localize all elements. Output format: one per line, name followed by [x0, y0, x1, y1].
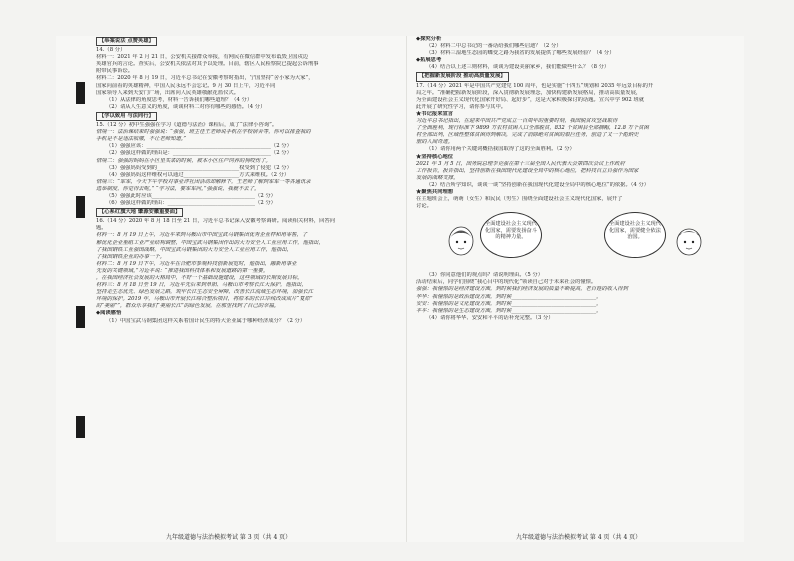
text-line: （3）你同意他们的观点吗？请说明理由。（5 分） — [426, 272, 544, 279]
section-heading: 【学以致用 与法同行】 — [96, 112, 157, 121]
line — [96, 136, 396, 143]
text-line: （1）中国宝武马钢集团这样关系着国计民生的特大企业属于哪种经济成分？（2 分） — [106, 317, 306, 324]
line — [416, 196, 736, 203]
line — [416, 125, 736, 132]
text-line: 先发的关键领域。”习近平说：“推进我国科技体系和发展道路的第一重要。 — [96, 267, 269, 274]
text-line: （2）强强这样做的理由是：_____________________________________（2 分） — [106, 150, 292, 157]
text-line: 活动结束后，同学们围绕“我心目中的现代化”领读自己对于未来社会的憧憬。 — [416, 279, 597, 286]
line — [416, 118, 736, 125]
subsection-heading: ★书记报来宣言 — [416, 110, 454, 117]
line — [96, 296, 396, 303]
text-line: 村全部出列，区域性整体贫困得到解决，完成了消除绝对贫困的艰巨任务，创造了又一个彪炳史 — [416, 132, 639, 139]
discussion-illustration — [416, 212, 736, 270]
text-line: （3）强强妈妈受到的_______________________________权受到了侵犯（2 分） — [106, 164, 292, 171]
line — [416, 308, 736, 315]
line — [96, 240, 396, 247]
boy-icon — [674, 224, 704, 258]
text-line: 了我国钢铁工业强国战略，中国宝武马钢集团的大力安全人工业应用工作，他指出， — [96, 246, 292, 253]
line — [416, 132, 736, 139]
line — [416, 175, 736, 182]
line — [96, 225, 396, 232]
line — [416, 36, 736, 43]
text-line: 材料二：2020 年 8 月 19 日，习近平总书记在安徽考察时指出，宁国坚持“舍小家为大家”， — [96, 75, 314, 82]
line — [96, 75, 396, 82]
text-line: 坚持走生态优先、绿色发展之路，筑牢长江生态安全屏障，改善长江流域生态环境，加强长江 — [96, 289, 314, 296]
line — [416, 279, 736, 286]
line — [96, 68, 396, 75]
line — [416, 139, 736, 146]
line — [416, 97, 736, 104]
page-3-footer: 九年级道德与法治模拟考试 第 3 页（共 4 页） — [166, 534, 292, 541]
line — [96, 36, 396, 47]
text-line: 题。 — [96, 225, 107, 232]
line — [96, 318, 396, 325]
text-line: 情境二：强强的妈妈在小区里买菜的时候，被本小区住户饲养的狗咬伤了。 — [96, 157, 271, 164]
line — [96, 83, 396, 90]
binding-hole — [76, 196, 85, 218]
text-line: 环境的保护。2019 年，马鞍山市开展长江综合整治项目，将原本的长江岸线改成成片“复原” — [96, 296, 313, 303]
girl-icon — [446, 224, 476, 258]
line — [96, 275, 396, 282]
line — [416, 104, 736, 111]
text-line: 英雄官兵的言论。查实后，公安机关依法对其予以处理。目前，辖区人民检察院已提起公诉刑事 — [96, 61, 319, 68]
text-line: 15.（12 分）初中生强强在学习《道德与法治》课程后，成了“法律小咨询”。 — [96, 122, 278, 129]
line — [416, 315, 736, 322]
text-line: 工作报告。报告指出，坚持创新在我国现代化建设全局中的核心地位，把科技自立自强作为国家 — [416, 167, 639, 174]
line — [96, 179, 396, 186]
text-line: 习近平总书记指出，在迎来中国共产党成立一百周年的重要时刻，我国脱贫攻坚战取得 — [416, 118, 618, 125]
line — [416, 90, 736, 97]
page-4-column — [416, 36, 736, 322]
text-line: （2）结合所学知识，谈谈一谈“坚持创新在我国现代化建设全局中的核心地位”的依据。（4 分） — [426, 181, 650, 188]
line — [96, 104, 396, 111]
line — [96, 289, 396, 296]
binding-holes — [76, 76, 88, 546]
text-line: 材料一：8 月 19 日上午，习近平来到马鞍山市中国宝武马钢集团优秀企业样和用零售，了 — [96, 232, 308, 239]
text-line: 情境三：“军军，今天下午学校对事业评社团活动却解释下，王老师了解到军军一等各通讯录 — [96, 178, 311, 185]
text-line: 发展的战略支撑。 — [416, 174, 459, 181]
line — [96, 207, 396, 218]
line — [96, 172, 396, 179]
line — [96, 218, 396, 225]
line — [96, 122, 396, 129]
text-line: （4）结合以上述三则材料，谈谈为建设美丽家乡，我们能做些什么？（8 分） — [426, 64, 610, 71]
subsection-heading: ★聚焦共同理想 — [416, 188, 454, 195]
line — [96, 47, 396, 54]
line — [96, 143, 396, 150]
text-line: 国家向前看的英雄精神，中国人民永远不会忘记。9 月 30 日上午，习近平同 — [96, 82, 276, 89]
section-heading: 【举案说法 点赞英雄】 — [96, 37, 157, 46]
line — [416, 64, 736, 71]
page-fold — [406, 36, 407, 542]
exam-sheet — [56, 36, 744, 542]
line — [416, 43, 736, 50]
line — [416, 294, 736, 301]
line — [96, 186, 396, 193]
line — [416, 57, 736, 64]
text-line: 解优化企业重组工业产业结构调整，中国宝武马钢集团作出的大力安全人工业应用工作，他指出， — [96, 239, 324, 246]
line — [96, 150, 396, 157]
text-line: 附带民事诉讼。 — [96, 68, 134, 75]
line — [96, 261, 396, 268]
page-4-upper — [416, 36, 736, 210]
text-line: 国家领导人来到天安门广场，出席向人民英雄敬献花篮仪式。 — [96, 89, 240, 96]
text-line: 了全面胜利，现行标准下 9899 万农村贫困人口全部脱贫，832 个贫困县全部摘帽，12.8 万个贫困 — [416, 125, 649, 132]
text-line: （2）请从人生意义的角度，谈谈材料二对你有哪些的感悟。（4 分） — [106, 103, 266, 110]
line — [416, 111, 736, 118]
text-line: 安安：我憧憬的是文化建设方面，到时候________________________________。 — [416, 300, 602, 307]
line — [416, 71, 736, 82]
line — [416, 50, 736, 57]
line — [416, 286, 736, 293]
text-line: （1）请你用两个关键词概括我国取得了这的全面胜利。（2 分） — [426, 146, 575, 153]
line — [96, 111, 396, 122]
text-line: 华华：我憧憬的是政治建设方面，到时候________________________________。 — [416, 293, 602, 300]
text-line: （1）强强应该：_______________________________________________（2 分） — [106, 143, 292, 150]
line — [96, 247, 396, 254]
text-line: 2021 年 3 月 5 日，国务院总理李克强在第十三届全国人民代表大会第四次会议上作政府 — [416, 160, 625, 167]
line — [96, 129, 396, 136]
line — [96, 200, 396, 207]
text-line: （4）请你将华华、安安和平平的话补充完整。（3 分） — [426, 314, 554, 321]
binding-hole — [76, 82, 85, 104]
line — [96, 310, 396, 317]
text-line: 局之年。“准确把握新发展阶段，深入贯彻新发展理念，加快构建新发展格局，推动高质量发展， — [416, 89, 642, 96]
line — [96, 97, 396, 104]
line — [96, 61, 396, 68]
text-line: （6）强强这样做的理由：_________________________________（2 分） — [106, 200, 276, 207]
line — [96, 303, 396, 310]
line — [416, 272, 736, 279]
page-3-column — [96, 36, 396, 325]
line — [416, 168, 736, 175]
text-line: 讨论。 — [416, 203, 432, 210]
text-line: 14.（8 分） — [96, 47, 126, 54]
line — [416, 182, 736, 189]
line — [96, 158, 396, 165]
line — [96, 282, 396, 289]
text-line: 了我国钢铁企业的办事一个。 — [96, 253, 165, 260]
line — [96, 254, 396, 261]
subsection-heading: ★坚持核心地位 — [416, 153, 454, 160]
text-line: ，在我国经济社会发展的大格局中，不好一个基础设施建设，这些领域的长期发展目标。 — [96, 275, 303, 281]
page-4-footer: 九年级道德与法治模拟考试 第 4 页（共 4 页） — [516, 534, 642, 541]
line — [96, 54, 396, 61]
section-heading: 【把握新发展阶段 推动高质量发展】 — [416, 72, 509, 81]
text-line: （3）材料三湿地生态园的蝶变之路为我省的发展提供了哪些发展经验？（4 分） — [426, 50, 615, 57]
text-line: （1）从法律的角度思考，材料一告诉我们哪些道理？（4 分） — [106, 96, 253, 103]
line — [96, 232, 396, 239]
text-line: 强强：我憧憬的是经济建设方面，到时候我们经济发展的质量不断提高，老百姓的收入得到 — [416, 286, 628, 293]
line — [416, 301, 736, 308]
subsection-heading: ◆探究分析 — [416, 36, 442, 42]
line — [416, 146, 736, 153]
line — [96, 193, 396, 200]
text-line: 情境一：法治课结束时强强说：“强强，班主任王老师说手机在学校宿舍等，你可以排查我的 — [96, 129, 311, 136]
line — [416, 189, 736, 196]
page-4-lower — [416, 272, 736, 322]
line — [96, 268, 396, 275]
section-heading: 【心系红旗大地 肇源安徽重要面】 — [96, 208, 183, 217]
subsection-heading: ◆阅读感悟 — [96, 310, 122, 317]
text-line: 选举制度，你觉得去呢。” “学习法，要军军问。”强强说，我就不去了。 — [96, 185, 260, 192]
text-line: 平平：我憧憬的是生态建设方面，到时候________________________________。 — [416, 307, 602, 314]
line — [96, 90, 396, 97]
text-line: 册的人间奇迹。 — [416, 139, 454, 146]
text-line: 手机是不是违法收缴，不让老师知道。” — [96, 136, 187, 143]
subsection-heading: ◆拓展思考 — [416, 57, 442, 64]
binding-hole — [76, 306, 85, 328]
text-line: 材料二：8 月 19 日下午，习近平在合肥市参观科技创新展览时，他指出，融新用事业 — [96, 260, 297, 267]
boy-speech-bubble: 全面建设社会主义现代化国家，需要健全依法治国。 — [604, 212, 666, 258]
text-line: 为全面建设社会主义现代化国家开好局、起好步”，这是大家积极探讨的话题。宣兴中学 902 班就 — [416, 96, 645, 103]
girl-speech-bubble: 全面建设社会主义现代化国家，需要发扬奋斗的精神力量。 — [480, 212, 542, 258]
text-line: 材料三：8 月 18 日至 19 日，习近平先后来到阜阳、马鞍山市考察长江大保护，他指出， — [96, 282, 307, 289]
text-line: 的“美丽””，群众乐享我们“美丽长江”的绿色发展，在那里找到了自己的幸福。 — [96, 303, 280, 310]
text-line: 16.（14 分）2020 年 8 月 18 日至 21 日，习近平总书记深入安徽考察调研。阅读相关材料，回答问 — [96, 218, 336, 225]
line — [416, 83, 736, 90]
line — [96, 165, 396, 172]
line — [416, 154, 736, 161]
text-line: （5）强强此时应该_______________________________________（2 分） — [106, 192, 276, 199]
text-line: （2）材料二中总书记的一番话给我们哪些启迪？（2 分） — [426, 43, 562, 50]
line — [416, 161, 736, 168]
text-line: 此开展了研究性学习，请你参与其中。 — [416, 103, 507, 110]
text-line: 在主题班会上，萌萌（女生）和民民（男生）围绕全面建设社会主义现代化国家，展开了 — [416, 196, 623, 203]
line — [416, 203, 736, 210]
text-line: （4）强强妈妈这样维权可以通过_____________________方式来维权。（2 分） — [106, 171, 290, 178]
text-line: 材料一：2021 年 2 月 21 日，公安机关接群众举报，有网民在微信群中发布诋毁卫国戍边 — [96, 54, 309, 61]
text-line: 17.（14 分）2021 年是中国共产党建党 100 周年，也是实施“十四五”规划和 2035 年远景目标的开 — [416, 82, 654, 89]
binding-hole — [76, 416, 85, 438]
